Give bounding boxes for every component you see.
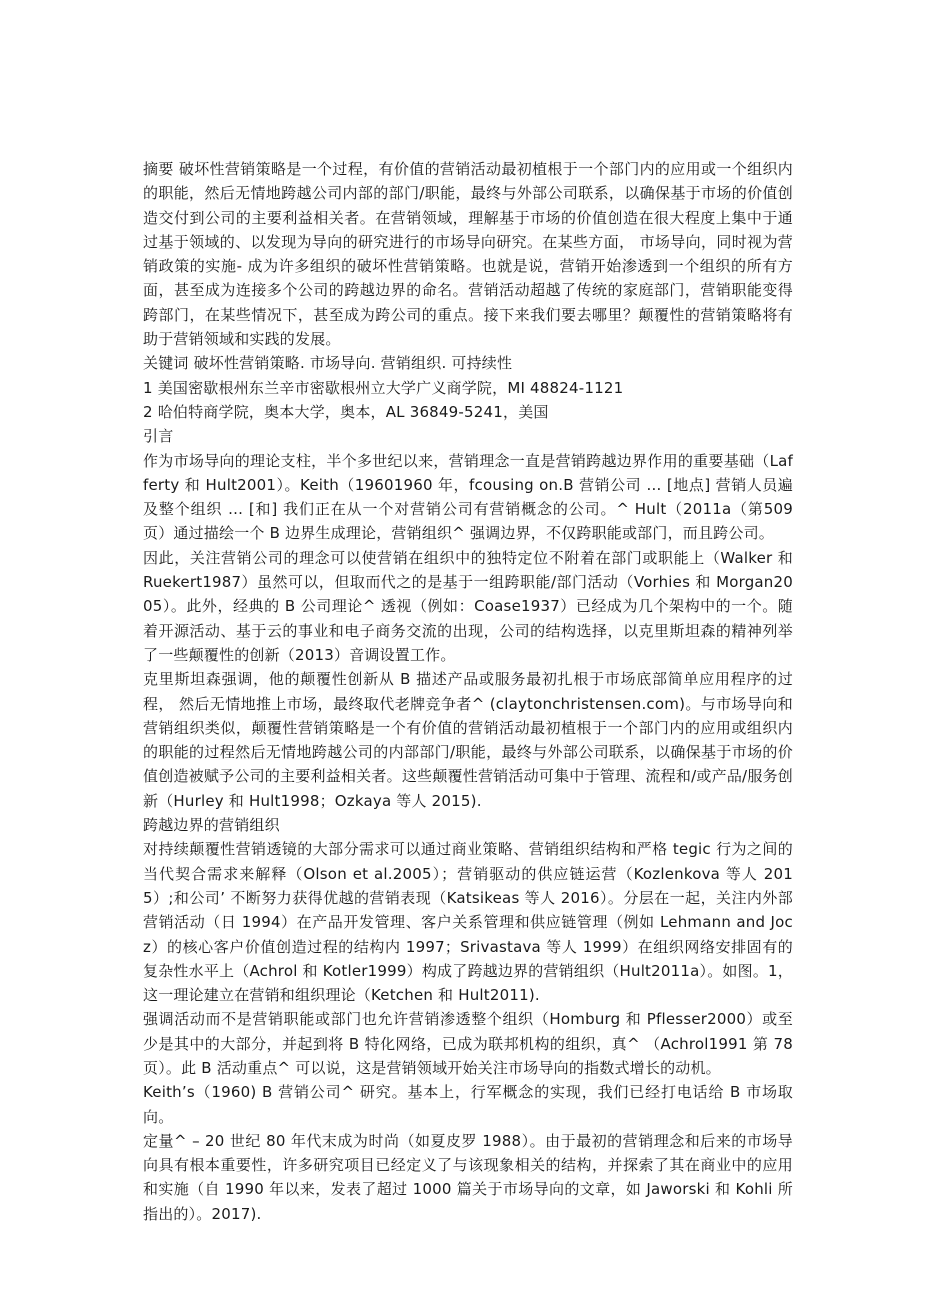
section-paragraph-1: 对持续颠覆性营销透镜的大部分需求可以通过商业策略、营销组织结构和严格 tegic 行为之间的当代契合需求来解释（Olson et al.2005）；营销驱动的供应链运营（Kozlenkova 等人 2015）;和公司’ 不断努力获得优越的营销表现（Katsikeas 等人 2016）。分层在一起，关注内外部营销活动（日 1994）在产品开发管理、客户关系管理和供应链管理（例如 Lehmann and Jocz）的核心客户价值创造过程的结构内 1997；Srivastava 等人 1999）在组织网络安排固有的复杂性水平上（Achrol 和 Kotler1999）构成了跨越边界的营销组织（Hult2011a）。如图。1，这一理论建立在营销和组织理论（Ketchen 和 Hult2011). <box>143 840 793 1005</box>
document-body <box>143 157 793 1226</box>
affiliation-1: 1 美国密歇根州东兰辛市密歇根州立大学广义商学院，MI 48824-1121 <box>143 378 624 397</box>
intro-paragraph-2: 因此，关注营销公司的理念可以使营销在组织中的独特定位不附着在部门或职能上（Walker 和 Ruekert1987）虽然可以，但取而代之的是基于一组跨职能/部门活动（Vorhies 和 Morgan2005）。此外，经典的 B 公司理论^ 透视（例如：Coase1937）已经成为几个架构中的一个。随着开源活动、基于云的事业和电子商务交流的出现，公司的结构选择，以克里斯坦森的精神列举了一些颠覆性的创新（2013）音调设置工作。 <box>143 548 793 664</box>
keywords-line: 关键词 破坏性营销策略. 市场导向. 营销组织. 可持续性 <box>143 354 513 373</box>
intro-paragraph-3: 克里斯坦森强调，他的颠覆性创新从 B 描述产品或服务最初扎根于市场底部简单应用程序的过程， 然后无情地推上市场，最终取代老牌竞争者^ (claytonchristensen.com)。与市场导向和营销组织类似，颠覆性营销策略是一个有价值的营销活动最初植根于一个部门内的应用或组织内的职能的过程然后无情地跨越公司的内部部门/职能，最终与外部公司联系，以确保基于市场的价值创造被赋予公司的主要利益相关者。这些颠覆性营销活动可集中于管理、流程和/或产品/服务创新（Hurley 和 Hult1998；Ozkaya 等人 2015). <box>143 670 793 810</box>
intro-paragraph-1: 作为市场导向的理论支柱，半个多世纪以来，营销理念一直是营销跨越边界作用的重要基础（Lafferty 和 Hult2001）。Keith（19601960 年，fcousing on.B 营销公司 … [地点] 营销人员遍及整个组织 … [和] 我们正在从一个对营销公司有营销概念的公司。^ Hult（2011a（第509 页）通过描绘一个 B 边界生成理论，营销组织^ 强调边界，不仅跨职能或部门，而且跨公司。 <box>143 451 793 543</box>
section-heading-boundary-spanning: 跨越边界的营销组织 <box>143 816 280 835</box>
affiliation-2: 2 哈伯特商学院，奥本大学，奥本，AL 36849-5241，美国 <box>143 402 549 421</box>
abstract-paragraph: 摘要 破坏性营销策略是一个过程，有价值的营销活动最初植根于一个部门内的应用或一个组织内的职能，然后无情地跨越公司内部的部门/职能，最终与外部公司联系，以确保基于市场的价值创造交付到公司的主要利益相关者。在营销领域，理解基于市场的价值创造在很大程度上集中于通过基于领域的、以发现为导向的研究进行的市场导向研究。在某些方面， 市场导向，同时视为营销政策的实施- 成为许多组织的破坏性营销策略。也就是说，营销开始渗透到一个组织的所有方面，甚至成为连接多个公司的跨越边界的命名。营销活动超越了传统的家庭部门，营销职能变得跨部门，在某些情况下，甚至成为跨公司的重点。接下来我们要去哪里？颠覆性的营销策略将有助于营销领域和实践的发展。 <box>143 160 793 349</box>
section-paragraph-2: 强调活动而不是营销职能或部门也允许营销渗透整个组织（Homburg 和 Pflesser2000）或至少是其中的大部分，并起到将 B 特化网络，已成为联邦机构的组织，真^ （Achrol1991 第 78 页）。此 B 活动重点^ 可以说，这是营销领域开始关注市场导向的指数式增长的动机。 <box>143 1010 793 1077</box>
section-heading-introduction: 引言 <box>143 427 174 446</box>
section-paragraph-4: 定量^ – 20 世纪 80 年代末成为时尚（如夏皮罗 1988）。由于最初的营销理念和后来的市场导向具有根本重要性，许多研究项目已经定义了与该现象相关的结构，并探索了其在商业中的应用和实施（自 1990 年以来，发表了超过 1000 篇关于市场导向的文章，如 Jaworski 和 Kohli 所指出的）。2017). <box>143 1131 793 1223</box>
section-paragraph-3: Keith’s（1960) B 营销公司^ 研究。基本上，行军概念的实现，我们已经打电话给 B 市场取向。 <box>143 1083 793 1126</box>
